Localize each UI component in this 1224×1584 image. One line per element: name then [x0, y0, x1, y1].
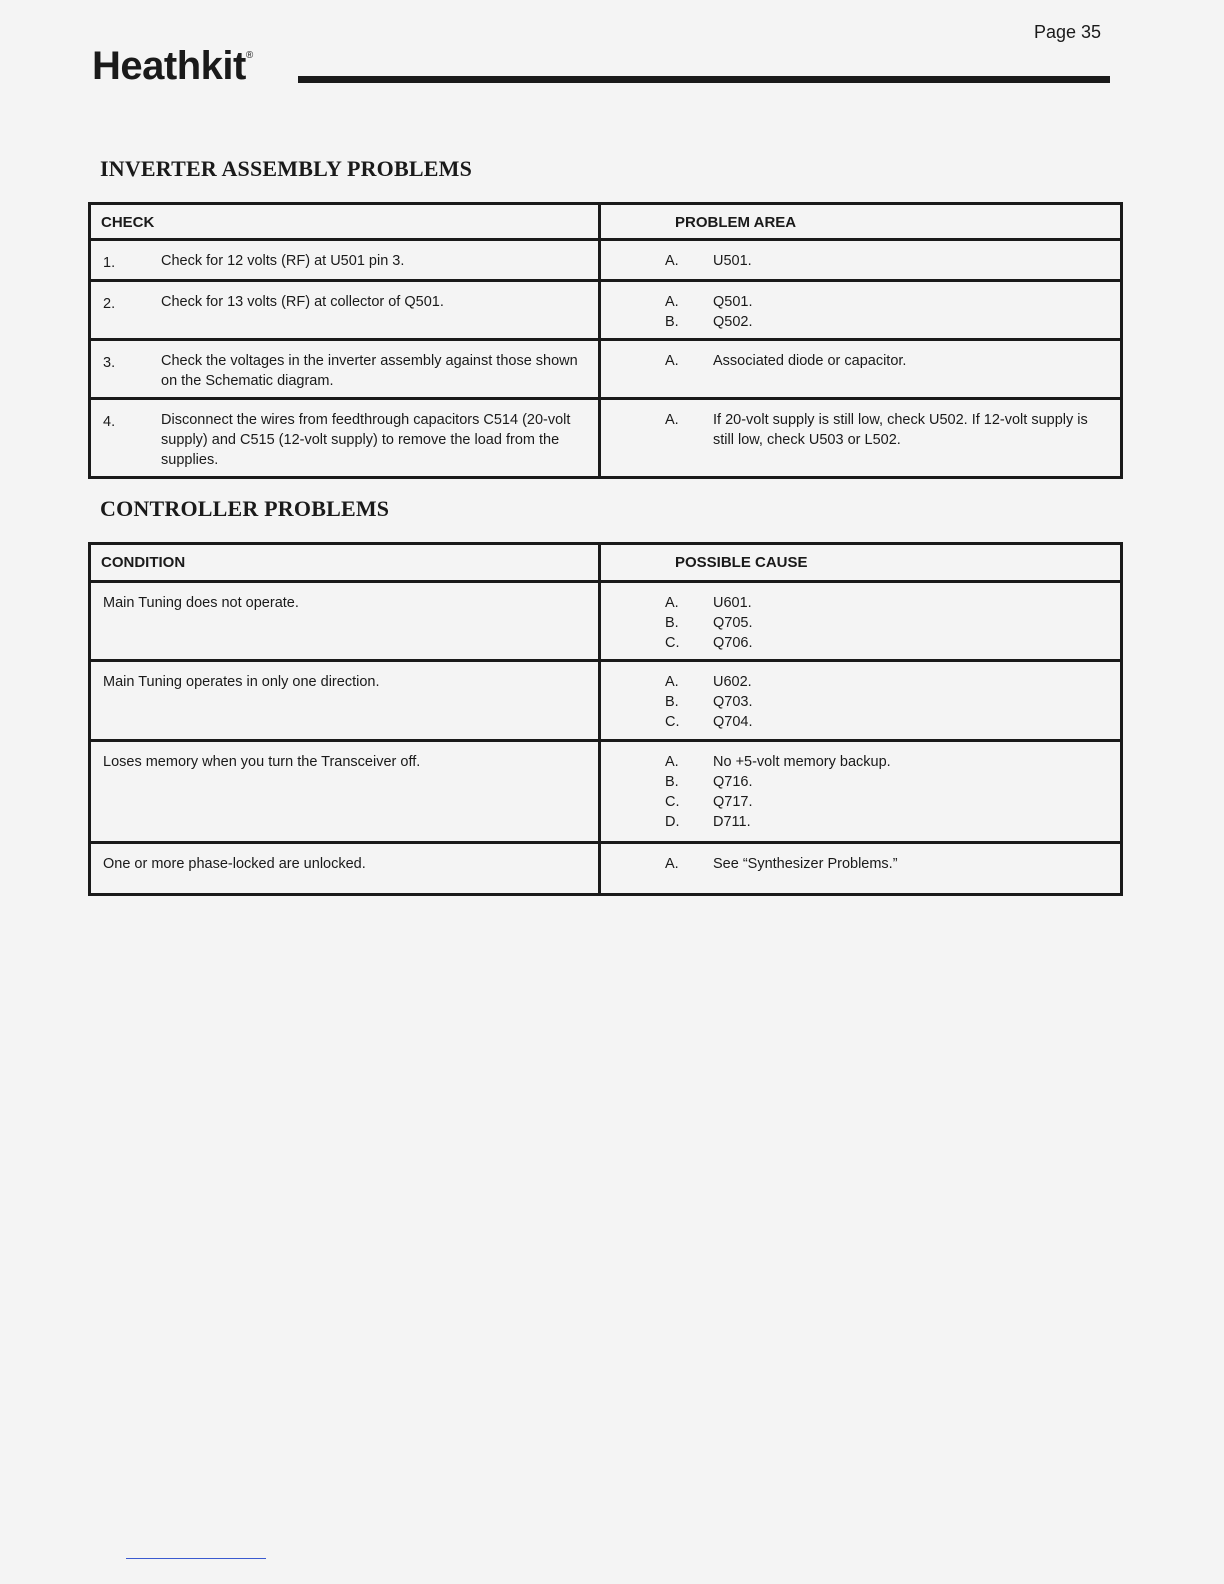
- brand-name: Heathkit: [92, 44, 246, 88]
- footer-mark: [126, 1558, 266, 1559]
- condition-text: Loses memory when you turn the Transceiver off.: [103, 754, 421, 770]
- condition-text: Main Tuning operates in only one direction.: [103, 674, 380, 690]
- check-text: Check the voltages in the inverter assembly against those shown on the Schematic diagram.: [161, 353, 578, 389]
- table-row: [90, 240, 1122, 281]
- cause-item: C. Q704.: [665, 714, 753, 730]
- page-number: Page 35: [1034, 22, 1102, 42]
- check-text: Disconnect the wires from feedthrough capacitors C514 (20-volt supply) and C515 (12-volt supply) to remove the load from the supplies.: [161, 412, 571, 468]
- condition-text: Main Tuning does not operate.: [103, 595, 299, 611]
- table-row: [90, 281, 1122, 340]
- controller-section-title: CONTROLLER PROBLEMS: [100, 496, 390, 521]
- row-number: 3.: [103, 355, 116, 371]
- problem-area-item: A. If 20-volt supply is still low, check U502. If 12-volt supply is still low, check U503 or L502.: [665, 412, 1088, 448]
- row-number: 4.: [103, 414, 116, 430]
- row-number: 2.: [103, 296, 116, 312]
- cause-item: A. See “Synthesizer Problems.”: [665, 856, 898, 872]
- cause-item: A. No +5-volt memory backup.: [665, 754, 891, 770]
- cause-item: A. U601.: [665, 595, 752, 611]
- problem-area-item: B. Q502.: [665, 314, 753, 330]
- header-rule: [298, 76, 1110, 83]
- registered-mark: ®: [245, 50, 253, 61]
- inverter-table: [88, 202, 1123, 479]
- column-header-possible-cause: POSSIBLE CAUSE: [600, 544, 1122, 582]
- check-text: Check for 12 volts (RF) at U501 pin 3.: [161, 253, 405, 269]
- table-row: [90, 741, 1122, 843]
- row-number: 1.: [103, 255, 116, 271]
- cause-item: D. D711.: [665, 814, 751, 830]
- table-row: [90, 661, 1122, 741]
- cause-item: B. Q705.: [665, 615, 753, 631]
- cause-item: A. U602.: [665, 674, 752, 690]
- table-header-row: [90, 204, 1122, 240]
- table-row: [90, 582, 1122, 661]
- column-header-problem-area: PROBLEM AREA: [600, 204, 1122, 240]
- table-row: [90, 843, 1122, 895]
- cause-item: B. Q703.: [665, 694, 753, 710]
- inverter-section-title: INVERTER ASSEMBLY PROBLEMS: [100, 156, 473, 181]
- cause-item: C. Q717.: [665, 794, 753, 810]
- problem-area-item: A. Associated diode or capacitor.: [665, 353, 907, 369]
- brand-logo: [92, 44, 253, 89]
- table-row: [90, 340, 1122, 399]
- cause-item: C. Q706.: [665, 635, 753, 651]
- cause-item: B. Q716.: [665, 774, 753, 790]
- controller-table: [88, 542, 1123, 896]
- problem-area-item: A. Q501.: [665, 294, 753, 310]
- column-header-check: CHECK: [90, 204, 600, 240]
- table-header-row: [90, 544, 1122, 582]
- column-header-condition: CONDITION: [90, 544, 600, 582]
- check-text: Check for 13 volts (RF) at collector of Q501.: [161, 294, 444, 310]
- table-row: [90, 399, 1122, 478]
- problem-area-item: A. U501.: [665, 253, 752, 269]
- condition-text: One or more phase-locked are unlocked.: [103, 856, 366, 872]
